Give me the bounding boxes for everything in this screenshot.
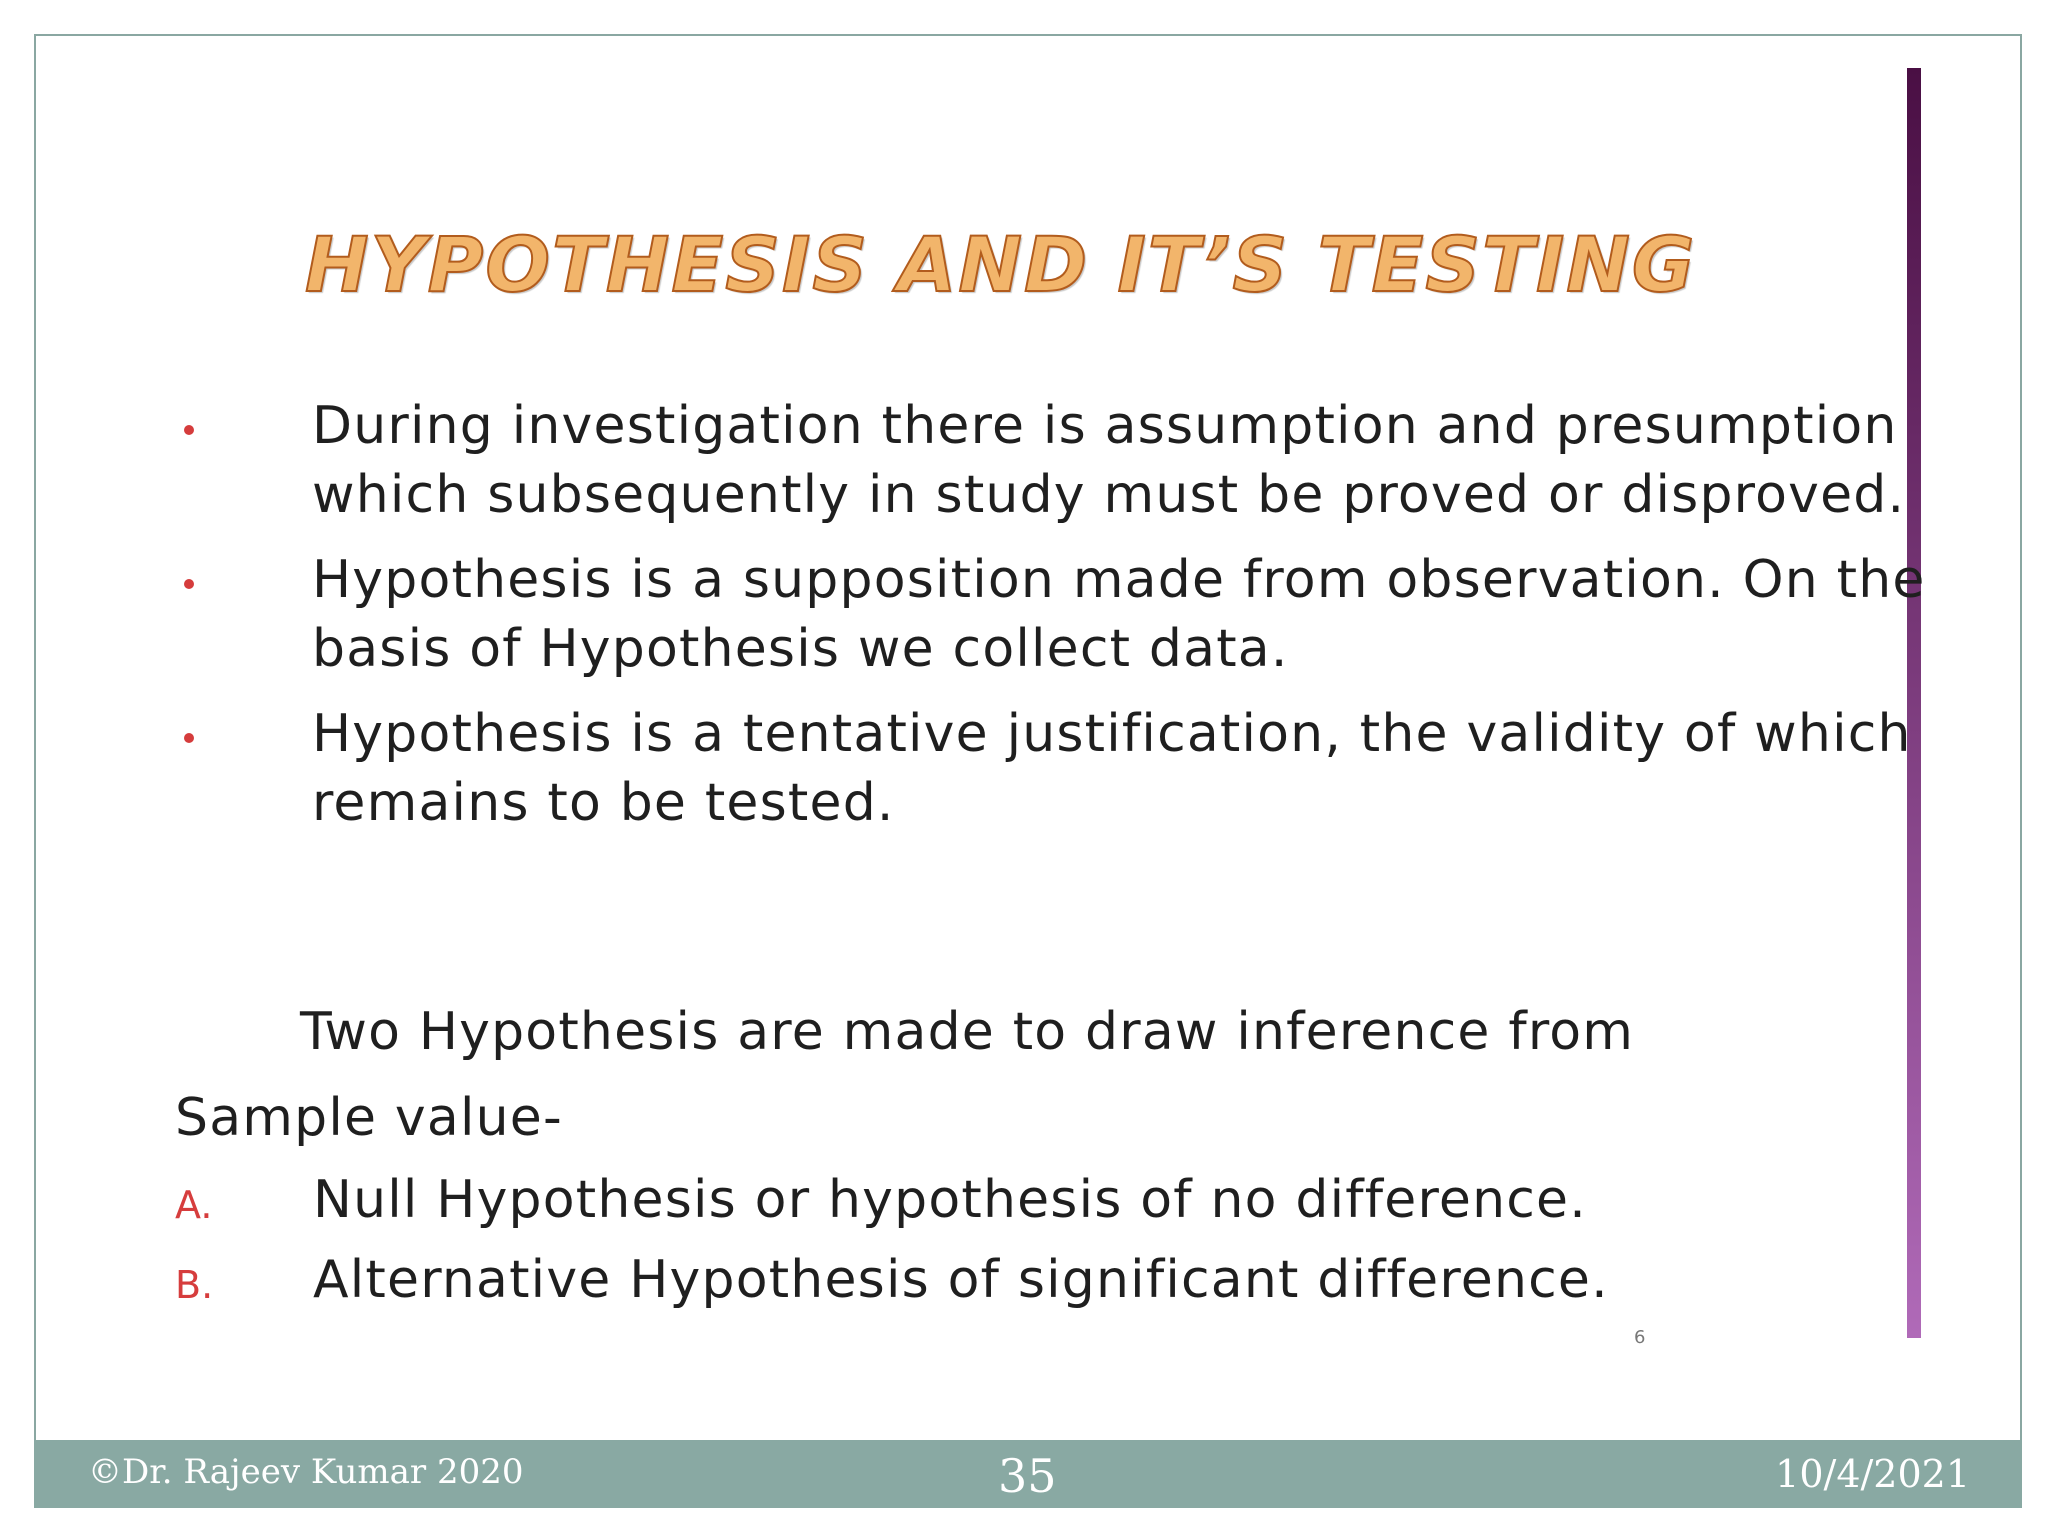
bullet-text-justification: Hypothesis is a tentative justification, the validity of which remains to be tested. [312, 704, 1912, 833]
sample-value-label: Sample value- [175, 1088, 563, 1148]
footer-copyright: ©Dr. Rajeev Kumar 2020 [88, 1452, 524, 1492]
footer-date: 10/4/2021 [1775, 1452, 1970, 1496]
bullet-dot-icon [184, 733, 194, 743]
hypothesis-marker-a: A. [175, 1183, 213, 1227]
hypothesis-marker-b: B. [175, 1263, 214, 1307]
slide-title: HYPOTHESIS AND IT’S TESTING [305, 220, 1697, 309]
footer-page-number: 35 [998, 1449, 1057, 1503]
slide-footer [34, 1440, 2022, 1508]
bullet-list [170, 392, 1930, 854]
bullet-item-investigation [170, 392, 1930, 530]
hypothesis-text-alternative: Alternative Hypothesis of significant difference. [313, 1250, 1609, 1310]
bullet-item-justification [170, 700, 1930, 838]
hypothesis-list [175, 1165, 1875, 1325]
bullet-text-investigation: During investigation there is assumption and presumption which subsequently in study must be proved or disproved. [312, 396, 1906, 525]
hypothesis-text-null: Null Hypothesis or hypothesis of no difference. [313, 1170, 1587, 1230]
bullet-dot-icon [184, 425, 194, 435]
bullet-text-supposition: Hypothesis is a supposition made from observation. On the basis of Hypothesis we collect data. [312, 550, 1926, 679]
hypothesis-item-null [175, 1165, 1875, 1245]
bullet-dot-icon [184, 579, 194, 589]
bullet-item-supposition [170, 546, 1930, 684]
hypothesis-item-alternative [175, 1245, 1875, 1325]
embedded-slide-number: 6 [1634, 1327, 1646, 1348]
two-hypothesis-intro: Two Hypothesis are made to draw inference from [300, 1002, 1635, 1062]
